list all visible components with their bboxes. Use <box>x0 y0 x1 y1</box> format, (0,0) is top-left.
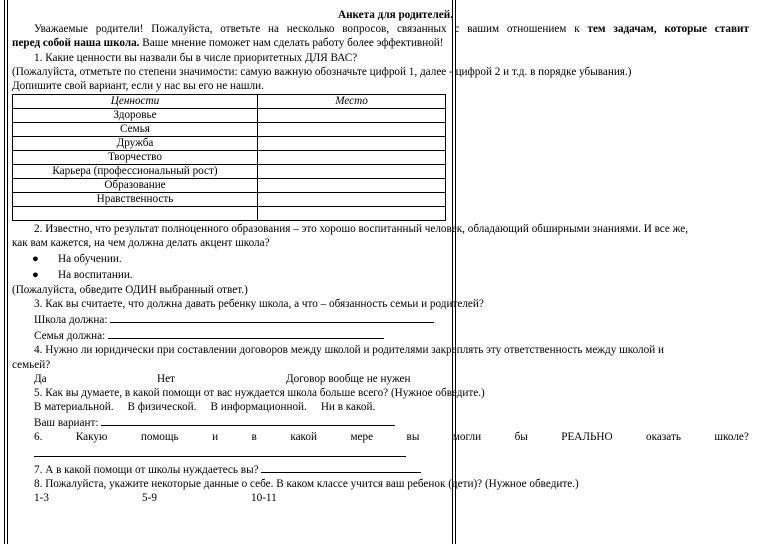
q6-word: школе? <box>714 431 749 444</box>
q6-word: оказать <box>646 431 681 444</box>
q2-line2: как вам кажется, на чем должна делать акцент школа? <box>12 237 270 250</box>
value-cell: Дружба <box>13 137 258 151</box>
q5-option-physical[interactable]: В физической. <box>127 401 197 414</box>
place-cell[interactable] <box>258 179 446 193</box>
values-header-cell: Ценности <box>13 95 258 109</box>
q5-option-material[interactable]: В материальной. <box>34 401 114 414</box>
q6-answer-line[interactable] <box>34 445 406 457</box>
q6-word: какой <box>290 431 317 444</box>
q4-options <box>12 372 749 386</box>
q5-text: 5. Как вы думаете, в какой помощи от вас нуждается школа больше всего? (Нужное обведите.) <box>34 386 485 399</box>
place-cell[interactable] <box>258 193 446 207</box>
q8-option-grades-10-11[interactable]: 10-11 <box>251 492 277 505</box>
q3-school-field <box>12 311 749 327</box>
value-cell-custom[interactable] <box>13 207 258 221</box>
q6-word: Какую <box>75 431 108 444</box>
intro-text-part2: Ваше мнение поможет нам сделать работу более эффективной! <box>139 37 444 50</box>
document-title: Анкета для родителей. <box>337 9 453 21</box>
q4-line1: 4. Нужно ли юридически при составлении договоров между школой и родителями закреплять эту ответственность между школой и <box>34 344 664 357</box>
q8-text: 8. Пожалуйста, укажите некоторые данные о себе. В каком классе учится ваш ребенок (дети)? (Нужное обведите.) <box>34 478 579 491</box>
place-cell[interactable] <box>258 165 446 179</box>
questionnaire-document <box>12 8 749 505</box>
page-border-left-outer <box>4 0 5 544</box>
q6-word: РЕАЛЬНО <box>561 431 613 444</box>
place-cell[interactable] <box>258 207 446 221</box>
q3-family-field <box>12 327 749 343</box>
table-row <box>13 207 446 221</box>
q7-text: 7. А в какой помощи от школы нуждаетесь вы? <box>34 463 259 476</box>
q6-text <box>12 430 749 444</box>
values-table <box>12 94 446 221</box>
intro-bold-part1: тем задачам, которые ставит <box>587 23 749 36</box>
q5-variant-label: Ваш вариант: <box>34 417 99 430</box>
q1-extra: Допишите свой вариант, если у нас вы его не нашли. <box>12 80 264 93</box>
q6-word: 6. <box>34 431 43 444</box>
q2-option-label: На обучении. <box>58 252 122 265</box>
place-cell[interactable] <box>258 109 446 123</box>
table-row <box>13 193 446 207</box>
intro-paragraph <box>12 22 749 36</box>
q4-option-yes[interactable]: Да <box>34 372 47 385</box>
place-cell[interactable] <box>258 123 446 137</box>
q5-options <box>12 400 749 414</box>
q6-word: помощь <box>140 431 179 444</box>
place-header-cell: Место <box>258 95 446 109</box>
value-cell: Творчество <box>13 151 258 165</box>
table-row <box>13 179 446 193</box>
table-row <box>13 151 446 165</box>
value-cell: Семья <box>13 123 258 137</box>
bullet-icon: ● <box>32 268 39 281</box>
q7-answer-line[interactable] <box>261 461 421 473</box>
values-table-header-row <box>13 95 446 109</box>
q2-line1: 2. Известно, что результат полноценного образования – это хорошо воспитанный человек, обладающий обширными знаниями. И все же, <box>34 223 688 236</box>
table-row <box>13 123 446 137</box>
q6-word: мере <box>350 431 374 444</box>
q8-options <box>12 491 749 505</box>
q3-school-answer-line[interactable] <box>110 311 434 323</box>
q3-school-label: Школа должна: <box>34 314 108 327</box>
q5-variant-answer-line[interactable] <box>101 414 395 426</box>
intro-bold-part2: перед собой наша школа. <box>12 37 140 50</box>
q2-option-label: На воспитании. <box>58 268 133 281</box>
q6-word: могли <box>452 431 482 444</box>
q5-variant-field <box>12 414 749 430</box>
q1-text: 1. Какие ценности вы назвали бы в числе приоритетных ДЛЯ ВАС? <box>34 51 358 64</box>
q8-option-grades-5-9[interactable]: 5-9 <box>142 492 157 505</box>
value-cell: Здоровье <box>13 109 258 123</box>
value-cell: Карьера (профессиональный рост) <box>13 165 258 179</box>
page-border-left-inner <box>7 0 8 544</box>
q8-option-grades-1-3[interactable]: 1-3 <box>34 492 49 505</box>
q4-line2: семьей? <box>12 358 51 371</box>
q6-word: в <box>251 431 257 444</box>
value-cell: Образование <box>13 179 258 193</box>
q3-family-label: Семья должна: <box>34 330 106 343</box>
intro-line2 <box>12 36 749 50</box>
q3-text: 3. Как вы считаете, что должна давать ребенку школа, а что – обязанность семьи и родителей? <box>34 297 484 310</box>
q6-word: и <box>212 431 219 444</box>
place-cell[interactable] <box>258 151 446 165</box>
intro-text-part1: Уважаемые родители! Пожалуйста, ответьте на несколько вопросов, связанных с вашим отношением к <box>34 23 588 36</box>
q2-option-upbringing[interactable] <box>12 267 749 283</box>
q5-option-none[interactable]: Ни в какой. <box>320 401 376 414</box>
q6-word: вы <box>406 431 420 444</box>
q2-option-learning[interactable] <box>12 251 749 267</box>
table-row <box>13 165 446 179</box>
q3-family-answer-line[interactable] <box>108 327 384 339</box>
table-row <box>13 109 446 123</box>
q2-hint: (Пожалуйста, обведите ОДИН выбранный ответ.) <box>12 283 248 296</box>
bullet-icon: ● <box>32 252 39 265</box>
q7-field <box>12 461 749 477</box>
table-row <box>13 137 446 151</box>
q6-word: бы <box>514 431 528 444</box>
q4-option-no-contract[interactable]: Договор вообще не нужен <box>286 372 411 385</box>
value-cell: Нравственность <box>13 193 258 207</box>
q4-option-no[interactable]: Нет <box>157 372 175 385</box>
q1-hint: (Пожалуйста, отметьте по степени значимости: самую важную обозначьте цифрой 1, далее - цифрой 2 и т.д. в порядке убывания.) <box>12 65 632 78</box>
q5-option-informational[interactable]: В информационной. <box>210 401 307 414</box>
q6-answer-field <box>12 445 749 461</box>
place-cell[interactable] <box>258 137 446 151</box>
